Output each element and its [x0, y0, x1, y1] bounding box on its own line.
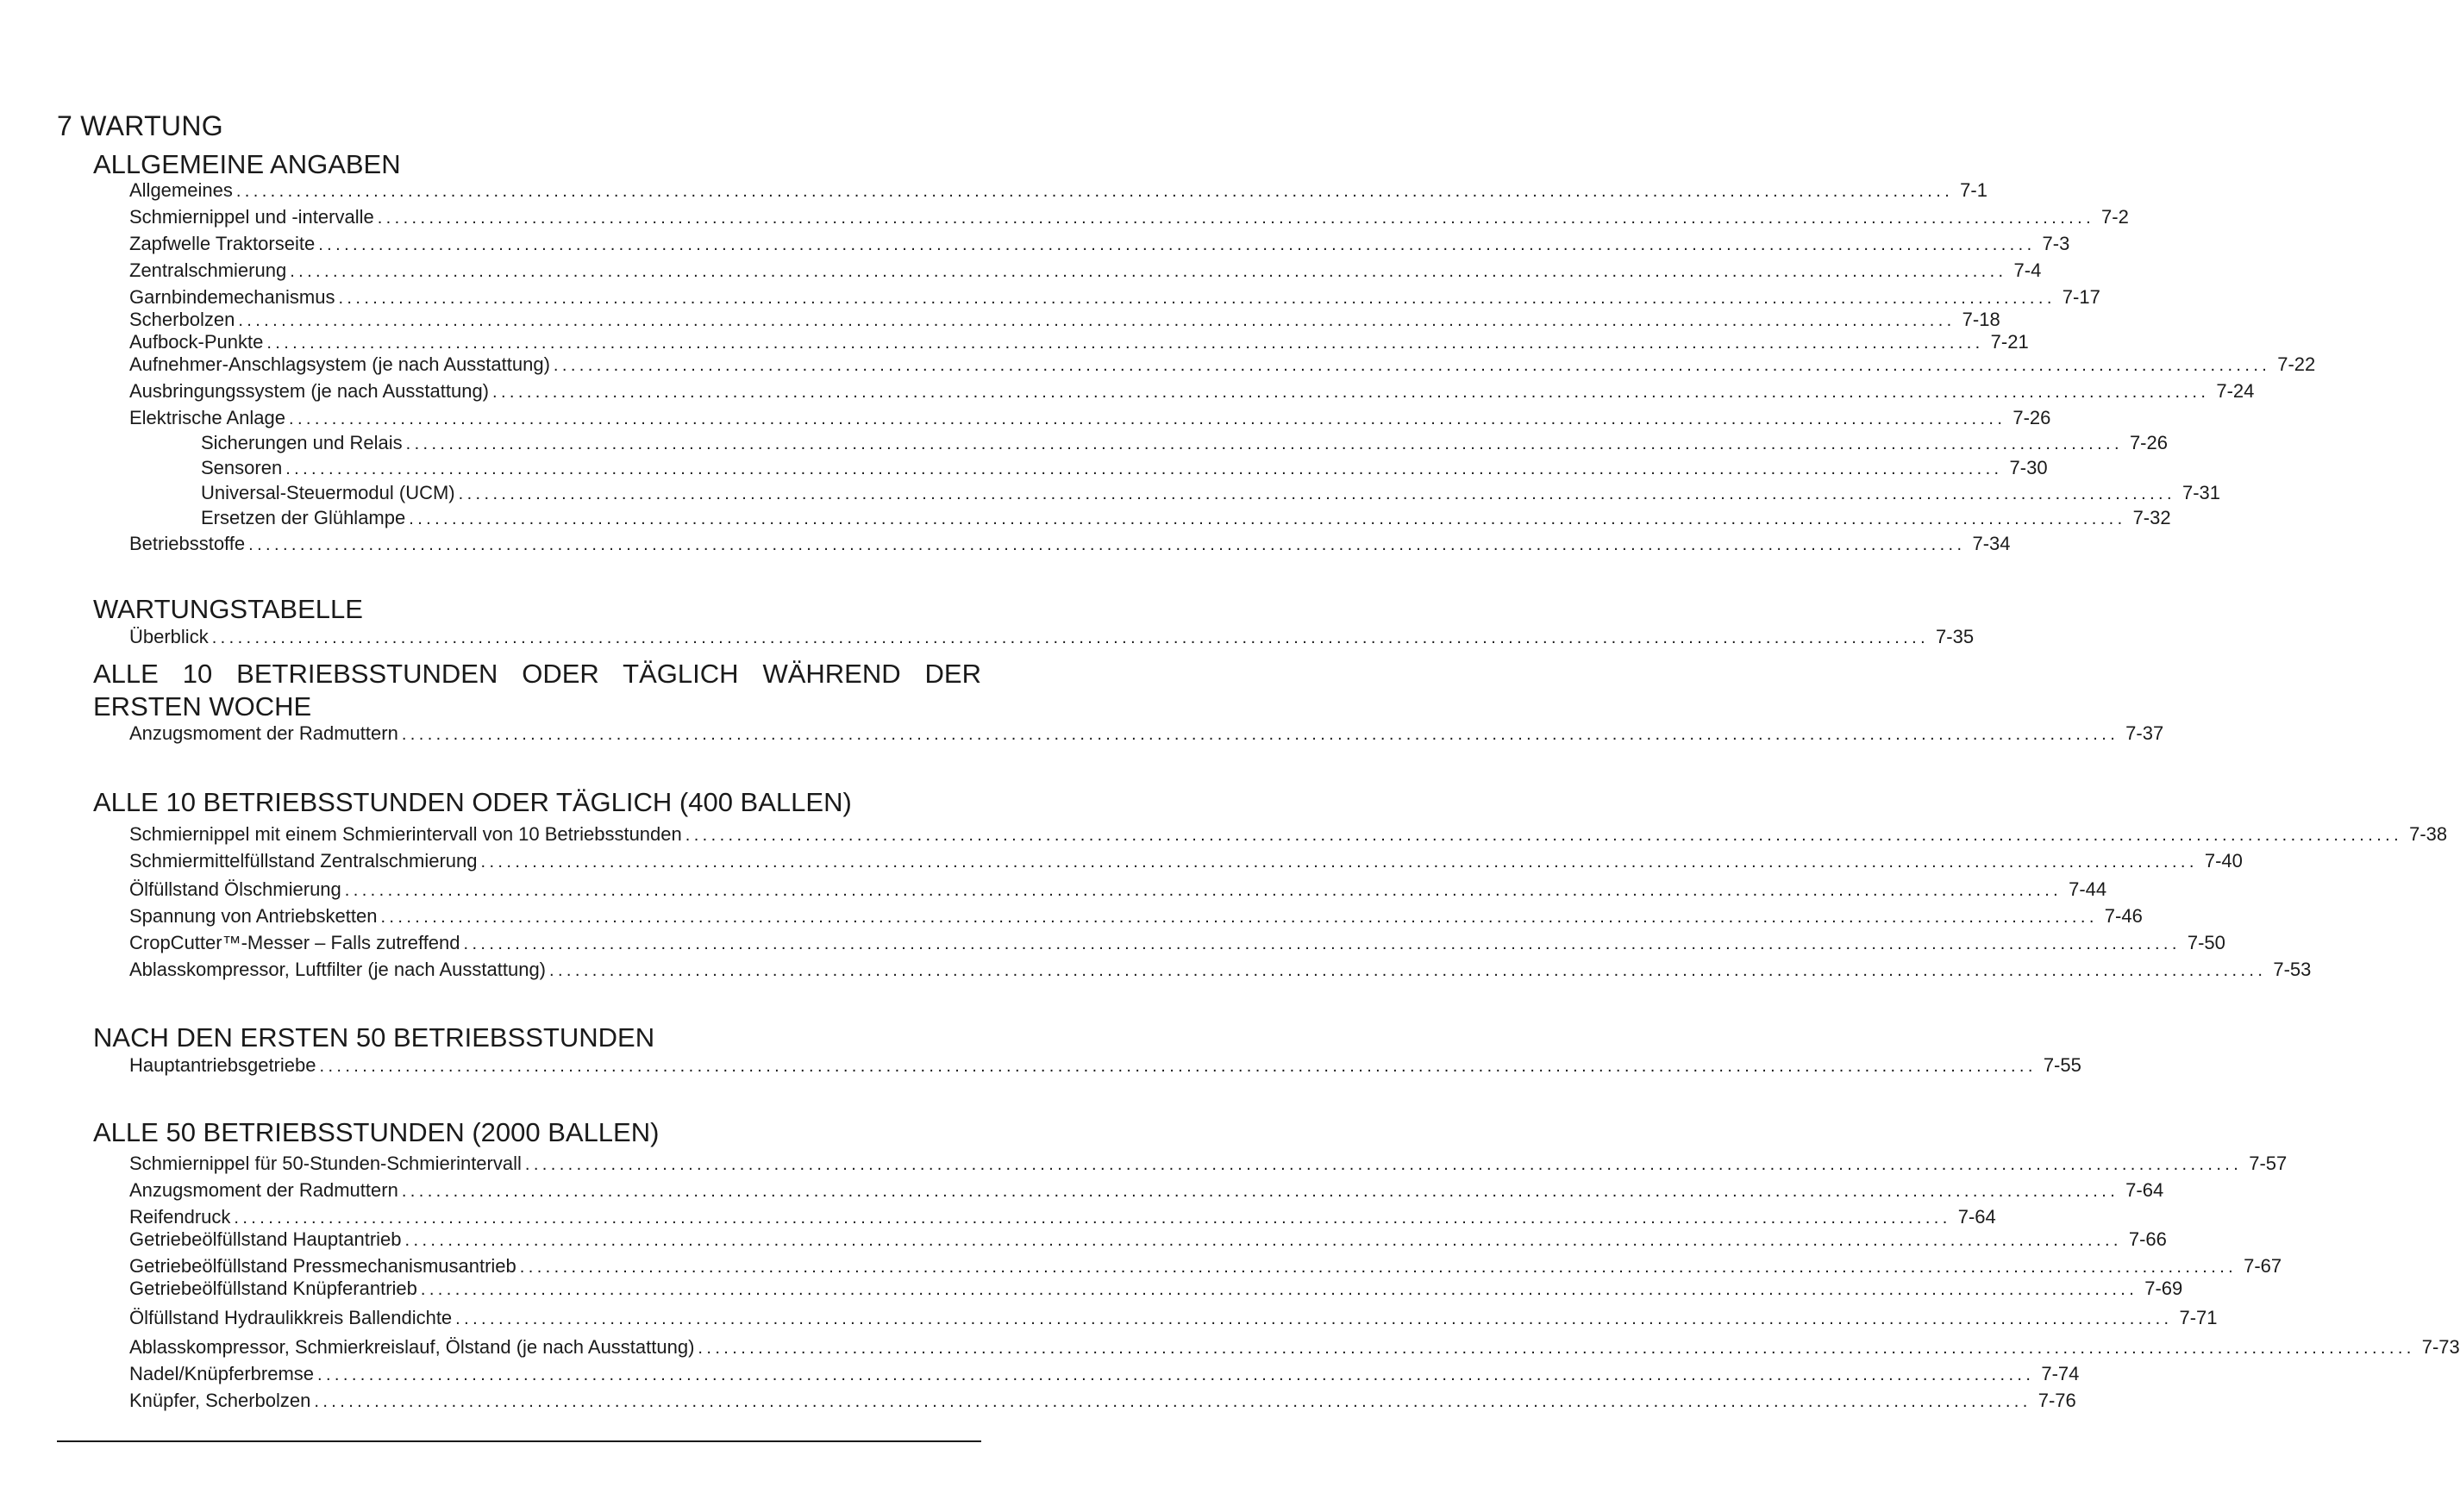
toc-subentry[interactable]: [201, 482, 2221, 504]
toc-entry[interactable]: [129, 932, 2225, 954]
entry-title: Schmiernippel für 50-Stunden-Schmierintervall: [129, 1153, 522, 1174]
section-heading: WARTUNGSTABELLE: [93, 594, 363, 624]
toc-entry[interactable]: [129, 626, 1975, 648]
dot-leader: ........................................................................................................................................................................................................: [553, 356, 2271, 375]
dot-leader: ........................................................................................................................................................................................................: [405, 434, 2123, 453]
toc-entry[interactable]: [129, 1054, 2081, 1077]
entry-title: Ablasskompressor, Luftfilter (je nach Ausstattung): [129, 959, 547, 980]
dot-leader: ........................................................................................................................................................................................................: [338, 289, 2056, 308]
dot-leader: ........................................................................................................................................................................................................: [463, 934, 2181, 953]
toc-entry[interactable]: [129, 1363, 2080, 1385]
dot-leader: ........................................................................................................................................................................................................: [492, 383, 2210, 402]
entry-title: Garnbindemechanismus: [129, 286, 335, 308]
entry-title: Sensoren: [201, 457, 283, 478]
entry-page: 7-37: [2125, 722, 2164, 744]
entry-page: 7-76: [2037, 1390, 2076, 1411]
entry-page: 7-69: [2144, 1278, 2183, 1299]
entry-title: Universal-Steuermodul (UCM): [201, 482, 455, 503]
toc-entry[interactable]: [129, 878, 2107, 901]
toc-entry[interactable]: [129, 1153, 2288, 1175]
dot-leader: ........................................................................................................................................................................................................: [235, 182, 1954, 201]
toc-entry[interactable]: [129, 407, 2051, 429]
dot-leader: ........................................................................................................................................................................................................: [685, 826, 2403, 845]
section-heading: NACH DEN ERSTEN 50 BETRIEBSSTUNDEN: [93, 1022, 655, 1053]
entry-page: 7-32: [2132, 507, 2171, 528]
entry-page: 7-26: [2012, 407, 2051, 428]
entry-page: 7-18: [1962, 309, 2000, 330]
toc-entry[interactable]: [129, 233, 2070, 255]
toc-entry[interactable]: [129, 1255, 2282, 1278]
toc-entry[interactable]: [129, 533, 2011, 555]
dot-leader: ........................................................................................................................................................................................................: [404, 1231, 2122, 1250]
dot-leader: ........................................................................................................................................................................................................: [266, 334, 1984, 353]
entry-page: 7-1: [1960, 179, 1987, 201]
entry-title: Getriebeölfüllstand Pressmechanismusantrieb: [129, 1255, 516, 1277]
entry-title: Getriebeölfüllstand Hauptantrieb: [129, 1228, 402, 1250]
entry-page: 7-24: [2216, 380, 2255, 402]
dot-leader: ........................................................................................................................................................................................................: [238, 311, 1956, 330]
dot-leader: ........................................................................................................................................................................................................: [285, 459, 2003, 478]
entry-page: 7-57: [2249, 1153, 2288, 1174]
dot-leader: ........................................................................................................................................................................................................: [211, 628, 1930, 647]
dot-leader: ........................................................................................................................................................................................................: [314, 1392, 2031, 1411]
entry-title: Hauptantriebsgetriebe: [129, 1054, 316, 1076]
toc-entry[interactable]: [129, 823, 2448, 846]
entry-page: 7-55: [2043, 1054, 2081, 1076]
entry-page: 7-31: [2181, 482, 2221, 503]
entry-title: Getriebeölfüllstand Knüpferantrieb: [129, 1278, 417, 1299]
entry-title: Allgemeines: [129, 179, 233, 201]
dot-leader: ........................................................................................................................................................................................................: [409, 509, 2126, 528]
dot-leader: ........................................................................................................................................................................................................: [480, 853, 2198, 872]
toc-entry[interactable]: [129, 905, 2143, 928]
toc-entry[interactable]: [129, 1179, 2164, 1202]
entry-page: 7-64: [1957, 1206, 1996, 1228]
entry-title: Anzugsmoment der Radmuttern: [129, 722, 398, 744]
entry-title: Ausbringungssystem (je nach Ausstattung): [129, 380, 490, 402]
entry-page: 7-67: [2244, 1255, 2282, 1277]
entry-page: 7-40: [2204, 850, 2243, 872]
dot-leader: ........................................................................................................................................................................................................: [377, 209, 2095, 228]
entry-title: Spannung von Antriebsketten: [129, 905, 378, 927]
entry-page: 7-66: [2128, 1228, 2167, 1250]
dot-leader: ........................................................................................................................................................................................................: [290, 262, 2007, 281]
entry-page: 7-22: [2277, 353, 2316, 375]
entry-page: 7-71: [2179, 1307, 2218, 1328]
entry-title: Knüpfer, Scherbolzen: [129, 1390, 311, 1411]
dot-leader: ........................................................................................................................................................................................................: [319, 1057, 2037, 1076]
entry-page: 7-21: [1990, 331, 2029, 353]
dot-leader: ........................................................................................................................................................................................................: [698, 1339, 2415, 1358]
entry-title: Anzugsmoment der Radmuttern: [129, 1179, 398, 1201]
entry-title: Schmiermittelfüllstand Zentralschmierung: [129, 850, 478, 872]
entry-page: 7-34: [1972, 533, 2011, 554]
footer-divider: [57, 1440, 981, 1442]
entry-page: 7-53: [2273, 959, 2312, 980]
toc-entry[interactable]: [129, 722, 2164, 745]
entry-page: 7-30: [2009, 457, 2048, 478]
entry-page: 7-35: [1936, 626, 1975, 647]
entry-page: 7-4: [2013, 259, 2042, 281]
toc-entry[interactable]: [129, 1228, 2167, 1251]
chapter-title: 7 WARTUNG: [57, 110, 223, 141]
entry-title: Ölfüllstand Hydraulikkreis Ballendichte: [129, 1307, 453, 1328]
section-heading: ALLE 10 BETRIEBSSTUNDEN ODER TÄGLICH (400 BALLEN): [93, 787, 852, 817]
entry-page: 7-17: [2062, 286, 2100, 308]
toc-entry[interactable]: [129, 1278, 2183, 1300]
entry-title: CropCutter™-Messer – Falls zutreffend: [129, 932, 460, 953]
entry-page: 7-38: [2409, 823, 2448, 845]
entry-page: 7-73: [2421, 1336, 2460, 1358]
dot-leader: ........................................................................................................................................................................................................: [234, 1209, 1951, 1228]
entry-page: 7-26: [2129, 432, 2168, 453]
dot-leader: ........................................................................................................................................................................................................: [248, 535, 1966, 554]
toc-entry[interactable]: [129, 353, 2316, 376]
entry-title: Reifendruck: [129, 1206, 231, 1228]
dot-leader: ........................................................................................................................................................................................................: [380, 908, 2098, 927]
entry-title: Ölfüllstand Ölschmierung: [129, 878, 341, 900]
dot-leader: ........................................................................................................................................................................................................: [519, 1258, 2238, 1277]
entry-title: Zapfwelle Traktorseite: [129, 233, 316, 254]
entry-title: Aufnehmer-Anschlagsystem (je nach Ausstattung): [129, 353, 550, 375]
entry-title: Sicherungen und Relais: [201, 432, 403, 453]
entry-title: Schmiernippel und -intervalle: [129, 206, 374, 228]
entry-title: Ersetzen der Glühlampe: [201, 507, 406, 528]
dot-leader: ........................................................................................................................................................................................................: [318, 235, 2036, 254]
toc-entry[interactable]: [129, 309, 2000, 331]
entry-title: Aufbock-Punkte: [129, 331, 264, 353]
dot-leader: ........................................................................................................................................................................................................: [458, 484, 2175, 503]
toc-entry[interactable]: [129, 179, 1987, 202]
entry-page: 7-3: [2042, 233, 2070, 254]
toc-entry[interactable]: [129, 850, 2243, 872]
entry-page: 7-44: [2069, 878, 2107, 900]
entry-title: Zentralschmierung: [129, 259, 287, 281]
entry-title: Scherbolzen: [129, 309, 235, 330]
dot-leader: ........................................................................................................................................................................................................: [317, 1365, 2035, 1384]
toc-entry[interactable]: [129, 1206, 1996, 1228]
toc-subentry[interactable]: [201, 457, 2048, 479]
toc-entry[interactable]: [129, 380, 2255, 403]
entry-page: 7-64: [2125, 1179, 2164, 1201]
toc-entry[interactable]: [129, 331, 2029, 353]
toc-entry[interactable]: [129, 1390, 2076, 1412]
entry-title: Überblick: [129, 626, 209, 647]
entry-title: Ablasskompressor, Schmierkreislauf, Ölstand (je nach Ausstattung): [129, 1336, 695, 1358]
dot-leader: ........................................................................................................................................................................................................: [344, 881, 2063, 900]
toc-entry[interactable]: [129, 286, 2100, 309]
toc-entry[interactable]: [129, 1307, 2218, 1329]
entry-title: Schmiernippel mit einem Schmierintervall von 10 Betriebsstunden: [129, 823, 682, 845]
dot-leader: ........................................................................................................................................................................................................: [455, 1309, 2173, 1328]
entry-page: 7-50: [2187, 932, 2225, 953]
section-heading: ALLE 10 BETRIEBSSTUNDEN ODER TÄGLICH WÄHREND DER ERSTEN WOCHE: [93, 659, 981, 722]
dot-leader: ........................................................................................................................................................................................................: [524, 1155, 2243, 1174]
section-heading: ALLGEMEINE ANGABEN: [93, 149, 401, 179]
toc-subentry[interactable]: [201, 507, 2171, 529]
entry-page: 7-74: [2041, 1363, 2080, 1384]
toc-entry[interactable]: [129, 206, 2129, 228]
entry-page: 7-2: [2101, 206, 2129, 228]
dot-leader: ........................................................................................................................................................................................................: [401, 1182, 2119, 1201]
toc-subentry[interactable]: [201, 432, 2168, 454]
toc-entry[interactable]: [129, 1336, 2460, 1359]
dot-leader: ........................................................................................................................................................................................................: [549, 961, 2267, 980]
entry-page: 7-46: [2104, 905, 2143, 927]
dot-leader: ........................................................................................................................................................................................................: [401, 725, 2119, 744]
entry-title: Elektrische Anlage: [129, 407, 285, 428]
entry-title: Betriebsstoffe: [129, 533, 246, 554]
section-heading: ALLE 50 BETRIEBSSTUNDEN (2000 BALLEN): [93, 1117, 660, 1147]
toc-entry[interactable]: [129, 959, 2312, 981]
dot-leader: ........................................................................................................................................................................................................: [289, 409, 2006, 428]
entry-title: Nadel/Knüpferbremse: [129, 1363, 315, 1384]
dot-leader: ........................................................................................................................................................................................................: [420, 1280, 2138, 1299]
toc-entry[interactable]: [129, 259, 2042, 282]
